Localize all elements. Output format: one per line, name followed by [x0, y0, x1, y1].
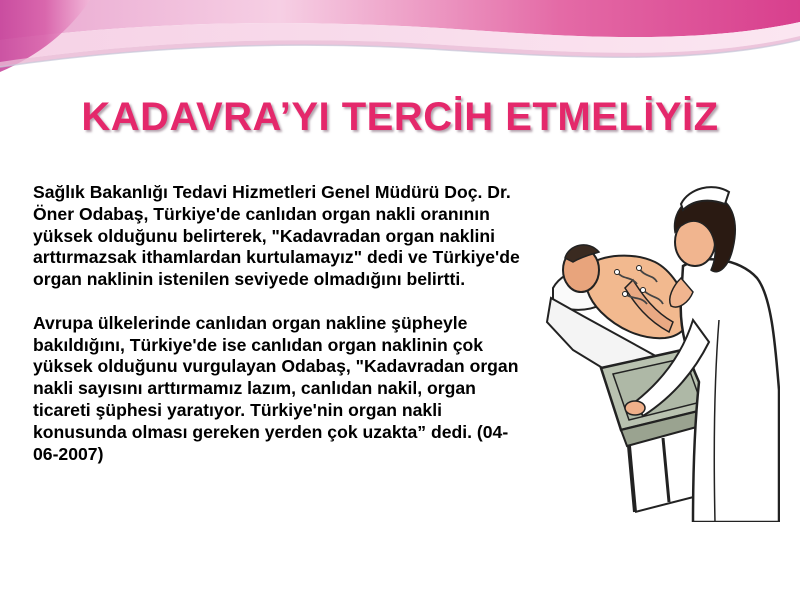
header-wave-decoration [0, 0, 800, 80]
body-paragraph-2: Avrupa ülkelerinde canlıdan organ nakline şüpheyle bakıldığını, Türkiye'de ise canlıdan organ naklinin çok yüksek olduğunu vurgulayan Odabaş, "Kadavradan organ nakli sayısını arttırmamız lazım, canlıdan nakil, organ ticareti şüphesi yaratıyor. Türkiye'nin organ nakli konusunda olması gereken yerden çok uzakta” dedi. (04-06-2007) [33, 312, 519, 464]
slide-title: KADAVRA’YI TERCİH ETMELİYİZ [81, 95, 719, 139]
slide-body-text [33, 182, 523, 465]
body-paragraph-1: Sağlık Bakanlığı Tedavi Hizmetleri Genel Müdürü Doç. Dr. Öner Odabaş, Türkiye'de canlıdan organ nakli oranının yüksek olduğunu belirterek, "Kadavradan organ naklini arttırmazsak ithamlardan kurtulamayız" dedi ve Türkiye'de organ naklinin istenilen seviyede olmadığını belirtti. [33, 182, 520, 290]
nurse-patient-illustration [543, 170, 780, 522]
